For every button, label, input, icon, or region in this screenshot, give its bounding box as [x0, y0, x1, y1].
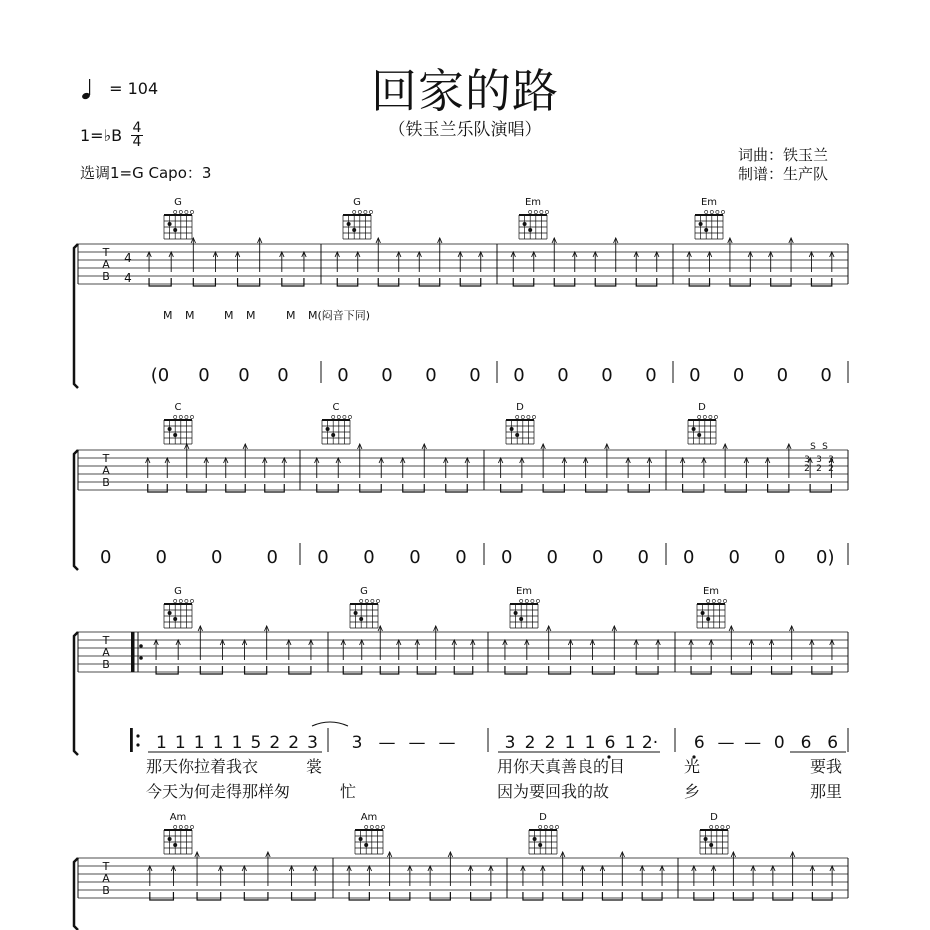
lyric-line-1: 光	[684, 757, 701, 776]
chord-name: Am	[169, 812, 187, 823]
jianpu-note: 6	[604, 733, 616, 753]
chord-diagram-D	[688, 402, 718, 444]
jianpu-note: 0	[425, 365, 437, 386]
repeat-dot	[139, 656, 143, 660]
chord-name: G	[360, 586, 368, 597]
chord-diagram-D	[506, 402, 536, 444]
strum-pattern	[315, 444, 470, 492]
jianpu-note: 0	[155, 547, 167, 568]
jianpu-note: 0	[238, 365, 250, 386]
lyric-line-2: 因为要回我的故	[497, 782, 610, 801]
tab-label-T: T	[102, 452, 110, 465]
system-4	[74, 858, 848, 930]
lyricist-composer: 词曲：铁玉兰	[738, 146, 829, 164]
chord-diagram-Am	[164, 812, 194, 854]
tie-slur	[312, 722, 348, 726]
jianpu-note: 0	[776, 365, 789, 386]
lyric-line-1: 裳	[306, 757, 323, 776]
tab-label-B: B	[102, 884, 110, 897]
jianpu-note: 0	[732, 365, 745, 386]
strum-pattern	[521, 852, 665, 900]
lyric-line-2: 今天为何走得那样匆	[146, 782, 291, 801]
jianpu-note: 5	[250, 733, 262, 753]
jianpu-note: 0	[100, 547, 112, 568]
jianpu-note: 0	[513, 365, 525, 386]
strum-pattern	[347, 852, 493, 900]
chord-diagram-G	[164, 586, 194, 628]
jianpu-note: 2	[288, 733, 300, 753]
jianpu-note: 3	[307, 733, 318, 753]
mute-mark: M	[224, 309, 234, 322]
jianpu-note: —	[378, 733, 396, 753]
jianpu-note: 0	[501, 547, 513, 568]
chord-name: D	[710, 812, 718, 823]
chord-name: D	[539, 812, 547, 823]
repeat-start-thick	[131, 632, 135, 672]
chord-name: C	[332, 402, 340, 413]
strum-pattern	[147, 238, 306, 286]
capo-info: 选调1=G Capo：3	[80, 164, 212, 182]
jianpu-note: 0	[774, 547, 786, 568]
fret-number: 2	[816, 464, 822, 474]
slide-mark: S	[822, 442, 828, 452]
slide-mark: S	[810, 442, 816, 452]
jianpu-note: 1	[564, 733, 576, 753]
chord-name: C	[174, 402, 182, 413]
jianpu-note: 0	[557, 365, 569, 386]
fret-number: 3	[816, 455, 822, 465]
repeat-dot	[136, 734, 139, 737]
strum-pattern	[341, 626, 475, 674]
chord-diagram-D	[529, 812, 559, 854]
chord-diagram-Em	[695, 197, 725, 239]
tab-label-B: B	[102, 270, 110, 283]
tab-label-T: T	[102, 246, 110, 259]
chord-name: Em	[515, 586, 533, 597]
chord-name: D	[698, 402, 706, 413]
chord-diagram-Em	[519, 197, 549, 239]
time-sig-bottom: 4	[124, 271, 132, 285]
lyric-line-2: 乡	[684, 782, 701, 801]
chord-diagram-G	[164, 197, 194, 239]
strum-pattern	[692, 852, 835, 900]
tab-label-A: A	[102, 646, 110, 659]
chord-diagram-C	[164, 402, 194, 444]
jianpu-note: 1	[231, 733, 243, 753]
jianpu-note: —	[744, 733, 762, 753]
chord-diagram-G	[350, 586, 380, 628]
jianpu-note: 1	[174, 733, 186, 753]
key-signature: 1=♭B	[80, 126, 123, 145]
jianpu-note: 0	[820, 365, 832, 386]
jianpu-note: 3	[504, 733, 516, 753]
jianpu-note: 0	[337, 365, 349, 386]
jianpu-note: 0)	[816, 547, 835, 568]
mute-mark: M	[163, 309, 173, 322]
chord-name: Em	[524, 197, 542, 208]
chord-name: Em	[702, 586, 720, 597]
repeat-dot	[136, 743, 139, 746]
chord-name: G	[174, 586, 182, 597]
jianpu-note: 0	[637, 547, 649, 568]
jianpu-note: 0	[277, 365, 289, 386]
system-bracket	[74, 244, 78, 388]
jianpu-note: 0	[689, 365, 701, 386]
lyric-line-1: 要我	[810, 757, 843, 776]
jianpu-note: 0	[773, 733, 785, 753]
transcriber: 制谱：生产队	[738, 165, 829, 183]
jianpu-note: (0	[150, 365, 170, 386]
lyric-line-2: 那里	[810, 782, 843, 801]
jianpu-note: 0	[409, 547, 421, 568]
jianpu-note: 0	[592, 547, 604, 568]
chord-name: G	[353, 197, 361, 208]
jianpu-note: 2	[524, 733, 536, 753]
jianpu-note: 0	[266, 547, 278, 568]
fret-number: 2	[804, 464, 810, 474]
jianpu-note: —	[408, 733, 426, 753]
tab-label-A: A	[102, 464, 110, 477]
strum-pattern	[146, 444, 287, 492]
system-bracket	[74, 450, 78, 570]
jianpu-note: 2	[544, 733, 556, 753]
time-signature-bottom: 4	[132, 134, 142, 150]
fret-number: 3	[804, 455, 810, 465]
lyric-line-1: 那天你拉着我衣	[146, 757, 259, 776]
jianpu-note: 0	[455, 547, 467, 568]
jianpu-note: 0	[546, 547, 558, 568]
lyric-line-1: 用你天真善良的目	[497, 757, 626, 776]
chord-diagram-G	[343, 197, 373, 239]
tab-label-A: A	[102, 258, 110, 271]
jianpu-note: 1	[193, 733, 205, 753]
chord-name: Am	[360, 812, 378, 823]
strum-pattern	[335, 238, 483, 286]
mute-mark: M	[246, 309, 256, 322]
strum-pattern	[148, 852, 318, 900]
tab-label-B: B	[102, 476, 110, 489]
chord-diagram-C	[322, 402, 352, 444]
fret-number: 3	[828, 455, 834, 465]
chord-name: D	[516, 402, 524, 413]
jianpu-note: 0	[469, 365, 481, 386]
chord-name: Em	[700, 197, 718, 208]
jianpu-note: 6	[827, 733, 839, 753]
tab-label-A: A	[102, 872, 110, 885]
jianpu-note: 2·	[641, 733, 659, 753]
tab-label-T: T	[102, 634, 110, 647]
chord-diagram-Am	[355, 812, 385, 854]
time-signature-top: 4	[132, 120, 142, 136]
chord-diagram-Em	[510, 586, 540, 628]
jianpu-note: 0	[728, 547, 740, 568]
jianpu-note: 0	[683, 547, 695, 568]
jianpu-note: 0	[363, 547, 375, 568]
jianpu-note: —	[438, 733, 456, 753]
strum-pattern	[498, 444, 651, 492]
system-bracket	[74, 632, 78, 755]
system-bracket	[74, 858, 78, 930]
mute-mark: M	[185, 309, 195, 322]
song-subtitle: （铁玉兰乐队演唱）	[388, 120, 542, 140]
mute-mark: M	[286, 309, 296, 322]
jianpu-note: 6	[800, 733, 812, 753]
strum-pattern	[687, 238, 834, 286]
time-sig-top: 4	[124, 251, 132, 265]
fret-number: 2	[828, 464, 834, 474]
tempo-value: = 104	[109, 79, 159, 98]
jianpu-note: 6	[693, 733, 705, 753]
jianpu-note: 1	[156, 733, 167, 753]
notation-repeat-start	[130, 728, 133, 752]
jianpu-note: 3	[351, 733, 363, 753]
song-title: 回家的路	[371, 64, 559, 118]
jianpu-note: —	[717, 733, 735, 753]
tab-label-B: B	[102, 658, 110, 671]
jianpu-note: 1	[584, 733, 596, 753]
strum-pattern	[511, 238, 659, 286]
strum-pattern	[689, 626, 834, 674]
jianpu-note: 2	[269, 733, 281, 753]
chord-name: G	[174, 197, 182, 208]
repeat-dot	[139, 644, 143, 648]
jianpu-note: 0	[645, 365, 657, 386]
jianpu-note: 0	[381, 365, 393, 386]
chord-diagram-D	[700, 812, 730, 854]
chord-diagram-Em	[697, 586, 727, 628]
jianpu-note: 0	[211, 547, 223, 568]
strum-pattern	[503, 626, 661, 674]
mute-mark: M(闷音下同)	[308, 309, 371, 322]
lyric-line-2: 忙	[340, 782, 357, 801]
jianpu-note: 1	[212, 733, 224, 753]
jianpu-note: 0	[198, 365, 210, 386]
jianpu-note: 1	[624, 733, 636, 753]
strum-pattern	[154, 626, 313, 674]
tab-label-T: T	[102, 860, 110, 873]
jianpu-note: 0	[317, 547, 329, 568]
jianpu-note: 0	[601, 365, 613, 386]
